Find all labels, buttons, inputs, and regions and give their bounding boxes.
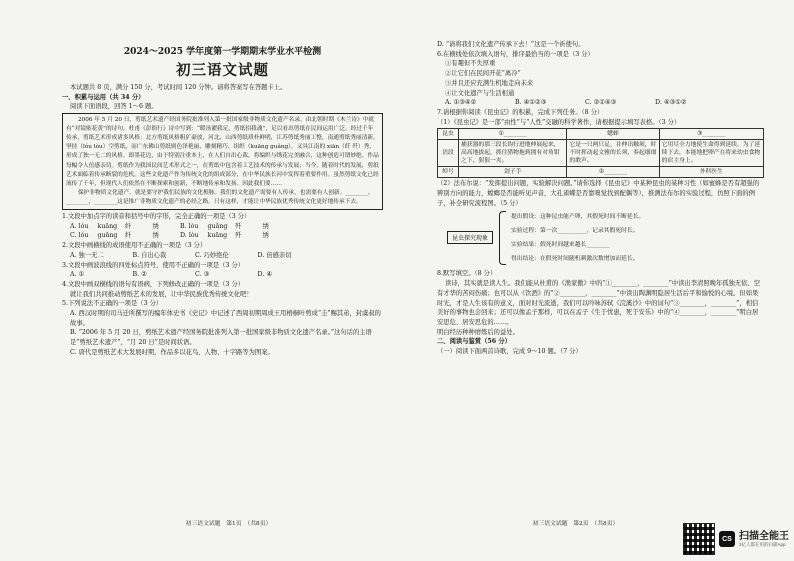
question-7: 7.请根据你阅读《昆虫记》的积累，完成下列任务。（8 分）	[437, 108, 604, 116]
section-1-heading: 一、积累与运用（共 34 分）	[62, 93, 145, 101]
q5-option-a: A. 西汉时期的司马迁所撰写的编年体史书《史记》中记述了西周初期周成王用梧桐叶剪成“圭”赐其弟，封虞叔的故事。	[70, 310, 381, 327]
q1-option-row: C. lóu guǎng 纤 绣 D. lòu kuāng 歼 绣	[70, 232, 269, 240]
q6-options: A. ①③④② B. ④①②③ C. ②①④③ D. ④③①②	[445, 99, 687, 107]
diagram-brace	[499, 211, 506, 265]
q3-options: A. ① B. ② C. ③ D. ④	[70, 271, 272, 279]
diagram-center-box: 昆虫探究现象	[447, 231, 493, 244]
table-cell-blank[interactable]: ③________	[659, 129, 763, 140]
table-cell-blank[interactable]: ②________	[567, 167, 659, 178]
watermark-brand: 扫描全能王	[739, 530, 789, 542]
question-5: 5.下列说法不正确的一项是（3 分）	[62, 300, 163, 308]
q1-option-row: A. lóu kuāng 纤 绣 B. lòu guǎng 歼 绣	[70, 222, 269, 230]
table-cell: 绰号	[438, 167, 459, 178]
insect-table	[437, 128, 764, 178]
q6-item: ③并且还应充满生机地走向未来	[445, 79, 534, 87]
q8-passage-end: 明白经历种种磨炼后的益处。	[437, 328, 519, 336]
table-row	[438, 140, 764, 167]
table-cell-blank[interactable]: ①________	[459, 129, 567, 140]
question-8: 8.默写填空。（8 分）	[437, 270, 497, 278]
section-2-subheading: （一）阅读下面两首诗歌，完成 9～10 题。（7 分）	[437, 348, 582, 356]
left-page-footer: 初三语文试题 第1页 （共8页）	[185, 521, 272, 527]
right-page	[397, 0, 794, 561]
q6-item: ④让文化遗产与生活相通	[445, 89, 515, 97]
question-7-2: （2）法布尔说：“发挥提出问题，实验解决问题。”请你选择《昆虫记》中某种昆虫的某种习性（如蜜蜂是否有超强的辨别方向的能力，螳螂是否能听见声音，大孔雀蝶是否靠嗅觉找到配偶等），推测法布尔的实验过程，仿照下面的例子，补全研究流程图。（5 分）	[437, 180, 760, 207]
table-cell: 蟋蟀	[567, 129, 659, 140]
scanner-watermark	[683, 523, 789, 555]
reading-intro: 阅读下面语段，回答 1～6 题。	[70, 103, 158, 111]
table-cell: 刽子手	[459, 167, 567, 178]
table-cell: 它是一只两只足，并伸出触须，时不时挥动起文雅的长须，奏起细细的歌声。	[567, 140, 659, 167]
passage-paragraph-2: 保护非物质文化遗产，就是要守护我们民族的文化根脉。我们的文化遗产需要有人传承，也需要有人创新。________，________，________这是推广非物质文化遗产的必经之路。只有这样，才能让中华民族优秀传统文化更好地传承下去。	[66, 189, 374, 205]
q6-item: ②让它们在民间开花“离冷”	[445, 70, 521, 78]
question-2: 2.文段中画横线的成语使用不正确的一项是（3 分）	[62, 242, 207, 250]
diagram-step[interactable]: 实验结果：假死时间越来越长________	[511, 242, 610, 249]
watermark-text	[739, 531, 789, 548]
table-cell: 昆虫	[438, 129, 459, 140]
diagram-step[interactable]: 实验过程：第一次__________，记录其假死时长。	[511, 228, 639, 235]
q2-options: A. 独一无二 B. 自出心裁 C. 巧妙绝伦 D. 倍感亲切	[70, 251, 292, 259]
question-1: 1.文段中加点字的读音和括号中的字形，完全正确的一项是（3 分）	[62, 213, 251, 221]
q4-sentence: 就让我们共同推动剪纸艺术的发展，让中华民族优秀传统文化吧！	[70, 290, 253, 298]
q5-option-c: C. 唐代是剪纸艺术大发展时期，作品多以花鸟、人物、十字路等为图案。	[70, 348, 274, 356]
camscanner-logo-icon: CS	[719, 531, 735, 547]
question-3: 3.文段中画波浪线的四处标点符号，使用不正确的一项是（3 分）	[62, 261, 245, 269]
q8-passage[interactable]: 读诗，其实就是读人生。我们能从杜甫的《渔家傲》中的“①________，________”中读出李清照晚年孤独无依、空有才华的苦闷伤痛；也可以从《饮酒》的“②________，________”中读出陶渊明隐居生活后平和愉悦的心境。但如果时光，才是人生该有的意义，面对时光流逝，我们可以吟咏苏轼《浣溪沙》中的词句“③________，________”，相信美好的事物也会回来；还可以像孟子那样，可以在孟子《生于忧患，死于安乐》中的“④________，________”明白居安思危、居安思危的……。	[437, 280, 760, 326]
question-7-1: （1）《昆虫记》是一部“由性”与“人性”交融的科学著作，请根据提示填写表格。（3 分）	[437, 118, 681, 126]
diagram-step: 得出结论：在假死时间随机刺激次数增加而延长。	[511, 256, 639, 263]
question-4: 4.文段中画双横线的语句有语病，下列修改正确的一项是（3 分）	[62, 280, 245, 288]
question-6: 6.在横线处依次填入语句，排序最恰当的一项是（3 分）	[437, 50, 594, 58]
flow-diagram	[437, 209, 764, 267]
exam-notice: 本试题共 8 页，满分 150 分，考试时间 120 分钟。请将答案写在答题卡上。	[70, 84, 287, 91]
q6-item: ①有趣但不失厚重	[445, 60, 496, 68]
subject-title: 初三语文试题	[176, 62, 269, 79]
table-cell: 外科医生	[659, 167, 763, 178]
watermark-sub: 3亿人都在用的扫描App	[739, 541, 786, 547]
right-page-footer: 初三语文试题 第2页 （共8页）	[532, 521, 619, 527]
q5-option-d: D. “请将我们文化遗产传承下去！”这是一个祈使句。	[437, 41, 585, 48]
reading-passage-box	[62, 113, 383, 210]
qr-code	[683, 523, 715, 555]
passage-paragraph-1: 2006 年 5 月 20 日，剪纸艺术遗产经国务院批准列入第一批国家级非物质文化遗产名录。由北朝时期《木兰诗》中就有“对镜贴花黄”的诗句。杜甫《彭衙行》诗中写到：“暖汤濯我足，剪纸招我魂”，足以看出剪纸在民间运用广泛。经过千年传承，剪纸艺术形成诸多风格：北方剪纸风格粗犷豪放，河北、山西剪纸质朴鲜明，江苏剪纸秀丽工整，南通剪纸秀丽清新，坚持（lóu lòu）空剪纸，而广东佛山剪纸则色泽艳丽、雕刻精巧、组织（kuāng guǎng），又具江南的 xiān（纤 歼）秀，形成了独一无二的风格。即墨花边，由于特别注重本土，在人们自出心裁，将编织与绣花完美融合，这种创造可谓妙绝。作品每幅令人倍感亲切。剪纸作为我国民间艺术形式之一，在剪纸中包含着工艺技术的传承与发展；当今，随着时代的发展，剪纸艺术面临着传承断裂的危机。这些文化遗产作为传统文化的组成部分，在中华民族长河中发挥着重要作用。虽然剪纸文化已经流传了千年，但现代人们依然在不断探索和创新，不断地传承和发扬。因此我们要……	[66, 117, 379, 187]
table-cell: 语段	[438, 140, 459, 167]
table-cell: 捕获器的那三段长钩行进地伸展起来，高高地拔起，抓住猎物拖到拥有对角钳之下，狠狠一夹。	[459, 140, 567, 167]
diagram-step: 提出假设：这种昆虫能产卵，其假死时间不断延长。	[511, 214, 645, 221]
table-cell: 它用尽全力地使生命得到延续，为了延续下去，本能地把卵产在将来幼虫食物的宿主身上。	[659, 140, 763, 167]
q5-option-b: B. “2006 年 5 月 20 日，剪纸艺术遗产经国务院批准列入第一批国家级非物质文化遗产名录。”这句话的主语是“剪纸艺术遗产”，“月 20 日”是时间状语。	[70, 329, 372, 347]
table-row	[438, 129, 764, 140]
section-2-heading: 二、阅读与鉴赏（56 分）	[437, 338, 511, 346]
exam-title: 2024～2025 学年度第一学期期末学业水平检测	[123, 47, 322, 57]
table-row	[438, 167, 764, 178]
